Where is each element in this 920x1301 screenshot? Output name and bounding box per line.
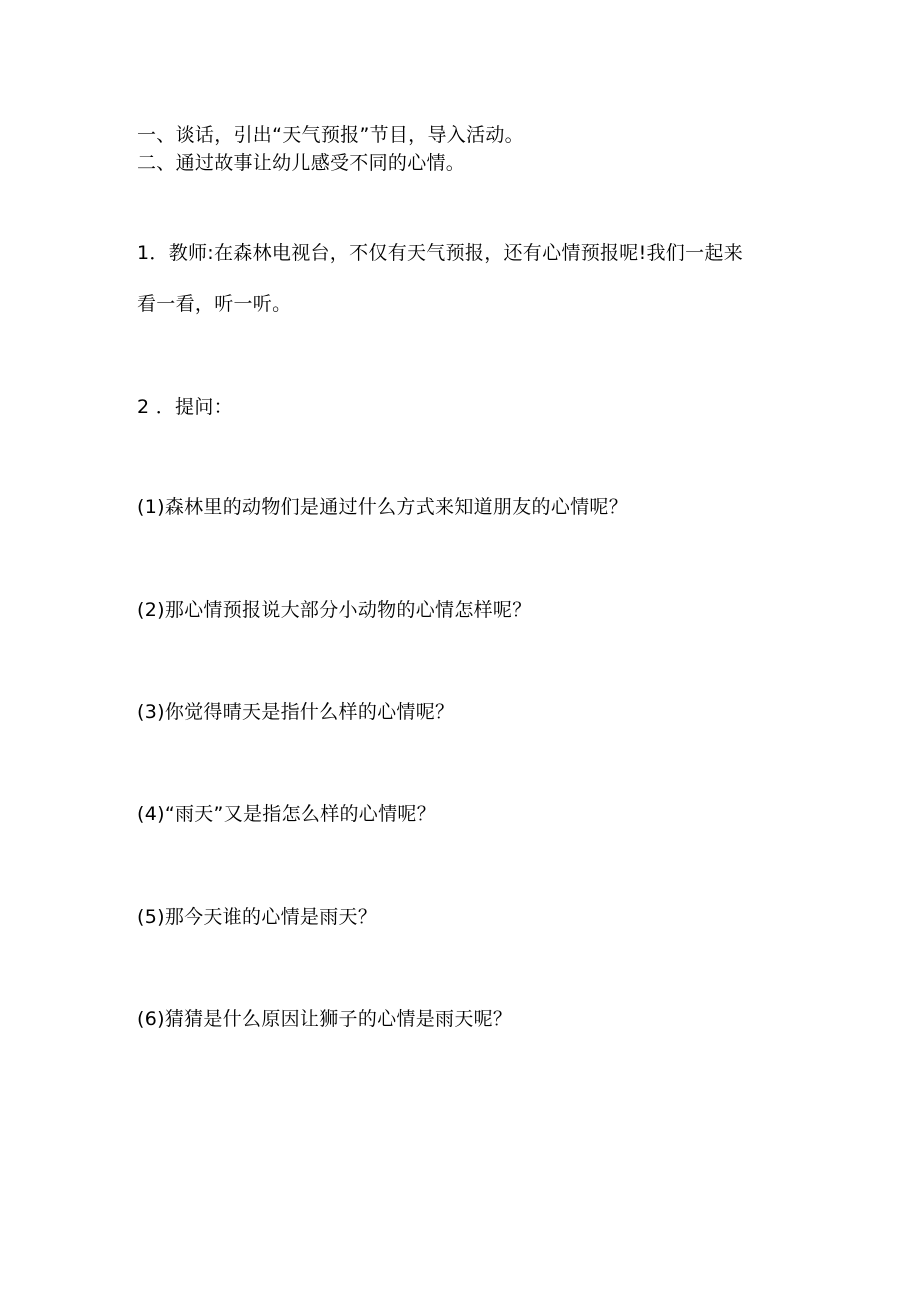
item-1-text-line-2: 看一看，听一听。 [137, 293, 292, 315]
question-1: (1)森林里的动物们是通过什么方式来知道朋友的心情呢？ [137, 496, 629, 518]
item-2-text: 2 ．提问： [137, 396, 233, 418]
section-heading-2: 二、通过故事让幼儿感受不同的心情。 [137, 152, 466, 174]
question-2: (2)那心情预报说大部分小动物的心情怎样呢？ [137, 599, 532, 621]
question-5: (5)那今天谁的心情是雨天？ [137, 906, 378, 928]
question-4: (4)“雨天”又是指怎么样的心情呢？ [137, 803, 437, 825]
question-3: (3)你觉得晴天是指什么样的心情呢？ [137, 701, 455, 723]
question-6: (6)猜猜是什么原因让狮子的心情是雨天呢？ [137, 1008, 513, 1030]
section-heading-1: 一、谈话，引出“天气预报”节目，导入活动。 [137, 124, 524, 146]
item-1-text-line-1: 1．教师:在森林电视台，不仅有天气预报，还有心情预报呢!我们一起来 [137, 242, 744, 264]
